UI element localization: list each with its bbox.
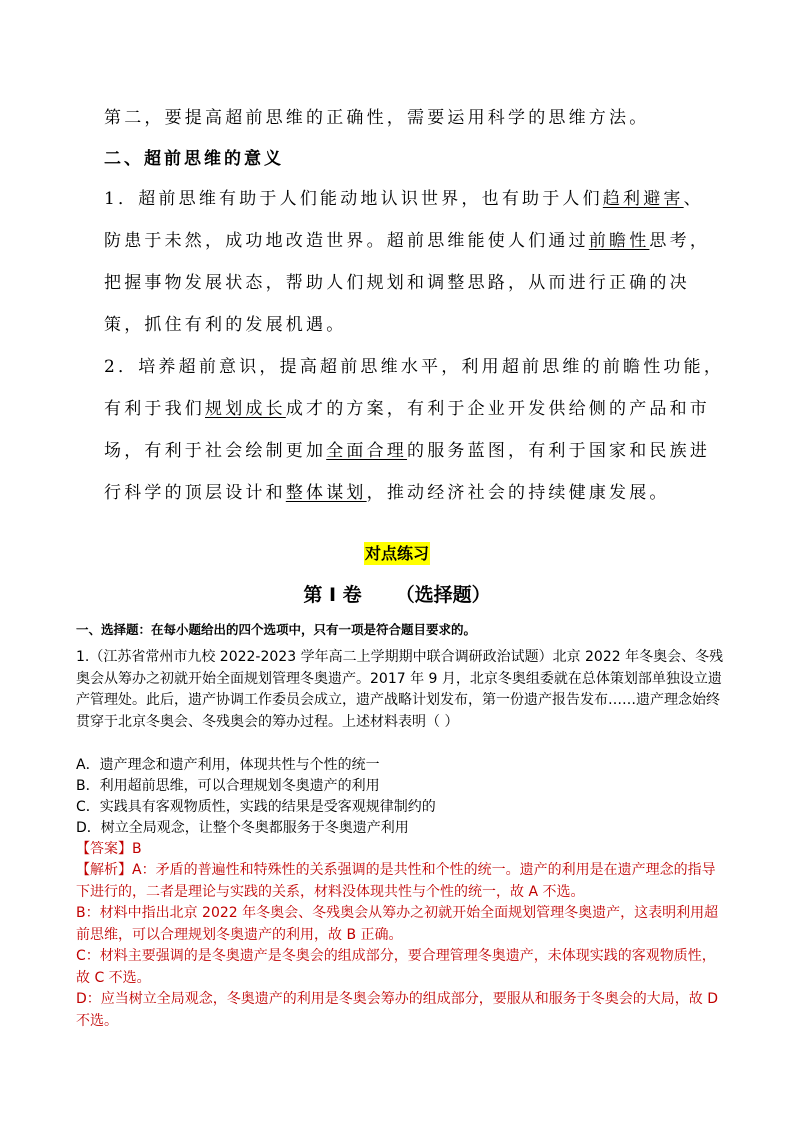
analysis-label: 【解析】 (76, 862, 132, 878)
para2-text-b: 成才的方案，有利于企业开发供给侧的产品和市场，有利于社会绘制更加 (104, 399, 711, 461)
point-two-paragraph: 第二，要提高超前思维的正确性，需要运用科学的思维方法。 (104, 108, 650, 128)
para1-text-b: 、防患于未然，成功地改造世界。超前思维能使人们通过 (104, 189, 704, 251)
para1-underline-1: 趋利避害 (602, 189, 684, 209)
volume-title (0, 580, 794, 610)
answer-value: B (132, 841, 142, 857)
volume-title-sub: （选择题） (395, 584, 491, 606)
para2-underline-3: 整体谋划 (285, 483, 367, 503)
significance-paragraph-2 (104, 346, 724, 514)
analysis-b: B：材料中指出北京 2022 年冬奥会、冬残奥会从筹办之初就开始全面规划管理冬奥遗产，这表明利用超前思维，可以合理规划冬奥遗产的利用，故 B 正确。 (76, 905, 719, 943)
para1-text-a: 1．超前思维有助于人们能动地认识世界，也有助于人们 (104, 189, 603, 209)
para2-underline-2: 全面合理 (326, 441, 408, 461)
question-stem: 1.（江苏省常州市九校 2022-2023 学年高二上学期期中联合调研政治试题）北京 2022 年冬奥会、冬残奥会从筹办之初就开始全面规划管理冬奥遗产。2017 年 9 月，北京冬奥组委就在总体策划部单独设立遗产管理处。此后，遗产协调工作委员会成立，遗产战略计划发布，第一份遗产报告发布……遗产理念始终贯穿于北京冬奥会、冬残奥会的筹办过程。上述材料表明（ ） (76, 649, 724, 730)
practice-label (0, 541, 794, 564)
analysis-d: D：应当树立全局观念，冬奥遗产的利用是冬奥会筹办的组成部分，要服从和服务于冬奥会的大局，故 D 不选。 (76, 991, 719, 1029)
option-c: C．实践具有客观物质性，实践的结果是受客观规律制约的 (76, 799, 436, 815)
analysis-a (76, 860, 726, 903)
para2-text-c: 的服务蓝图，有利于国家和民族进行科学的顶层设计和 (104, 441, 711, 503)
answer-line (76, 839, 726, 861)
para1-text-c: 思考，把握事物发展状态，帮助人们规划和调整思路，从而进行正确的决策，抓住有利的发展机遇。 (104, 231, 711, 335)
analysis-a-text: A：矛盾的普遍性和特殊性的关系强调的是共性和个性的统一。遗产的利用是在遗产理念的指导下进行的，二者是理论与实践的关系，材料没体现共性与个性的统一，故 A 不选。 (76, 862, 716, 900)
practice-label-text: 对点练习 (364, 544, 429, 563)
significance-paragraph-1 (104, 178, 724, 346)
para2-underline-1: 规划成长 (205, 399, 286, 419)
answer-label: 【答案】 (76, 841, 132, 857)
para2-text-a: 2．培养超前意识，提高超前思维水平，利用超前思维的前瞻性功能，有利于我们 (104, 357, 725, 419)
analysis-c: C：材料主要强调的是冬奥遗产是冬奥会的组成部分，要合理管理冬奥遗产，未体现实践的客观物质性，故 C 不选。 (76, 948, 716, 986)
option-b: B．利用超前思维，可以合理规划冬奥遗产的利用 (76, 778, 380, 794)
option-d: D．树立全局观念，让整个冬奥都服务于冬奥遗产利用 (76, 820, 409, 836)
volume-title-main: 第 I 卷 (303, 584, 362, 606)
para2-text-d: ，推动经济社会的持续健康发展。 (366, 483, 670, 503)
section-heading-significance: 二、超前思维的意义 (104, 149, 284, 169)
para1-underline-2: 前瞻性 (588, 231, 650, 251)
section-instructions: 一、选择题：在每小题给出的四个选项中，只有一项是符合题目要求的。 (76, 622, 477, 637)
option-a: A．遗产理念和遗产利用，体现共性与个性的统一 (76, 757, 380, 773)
